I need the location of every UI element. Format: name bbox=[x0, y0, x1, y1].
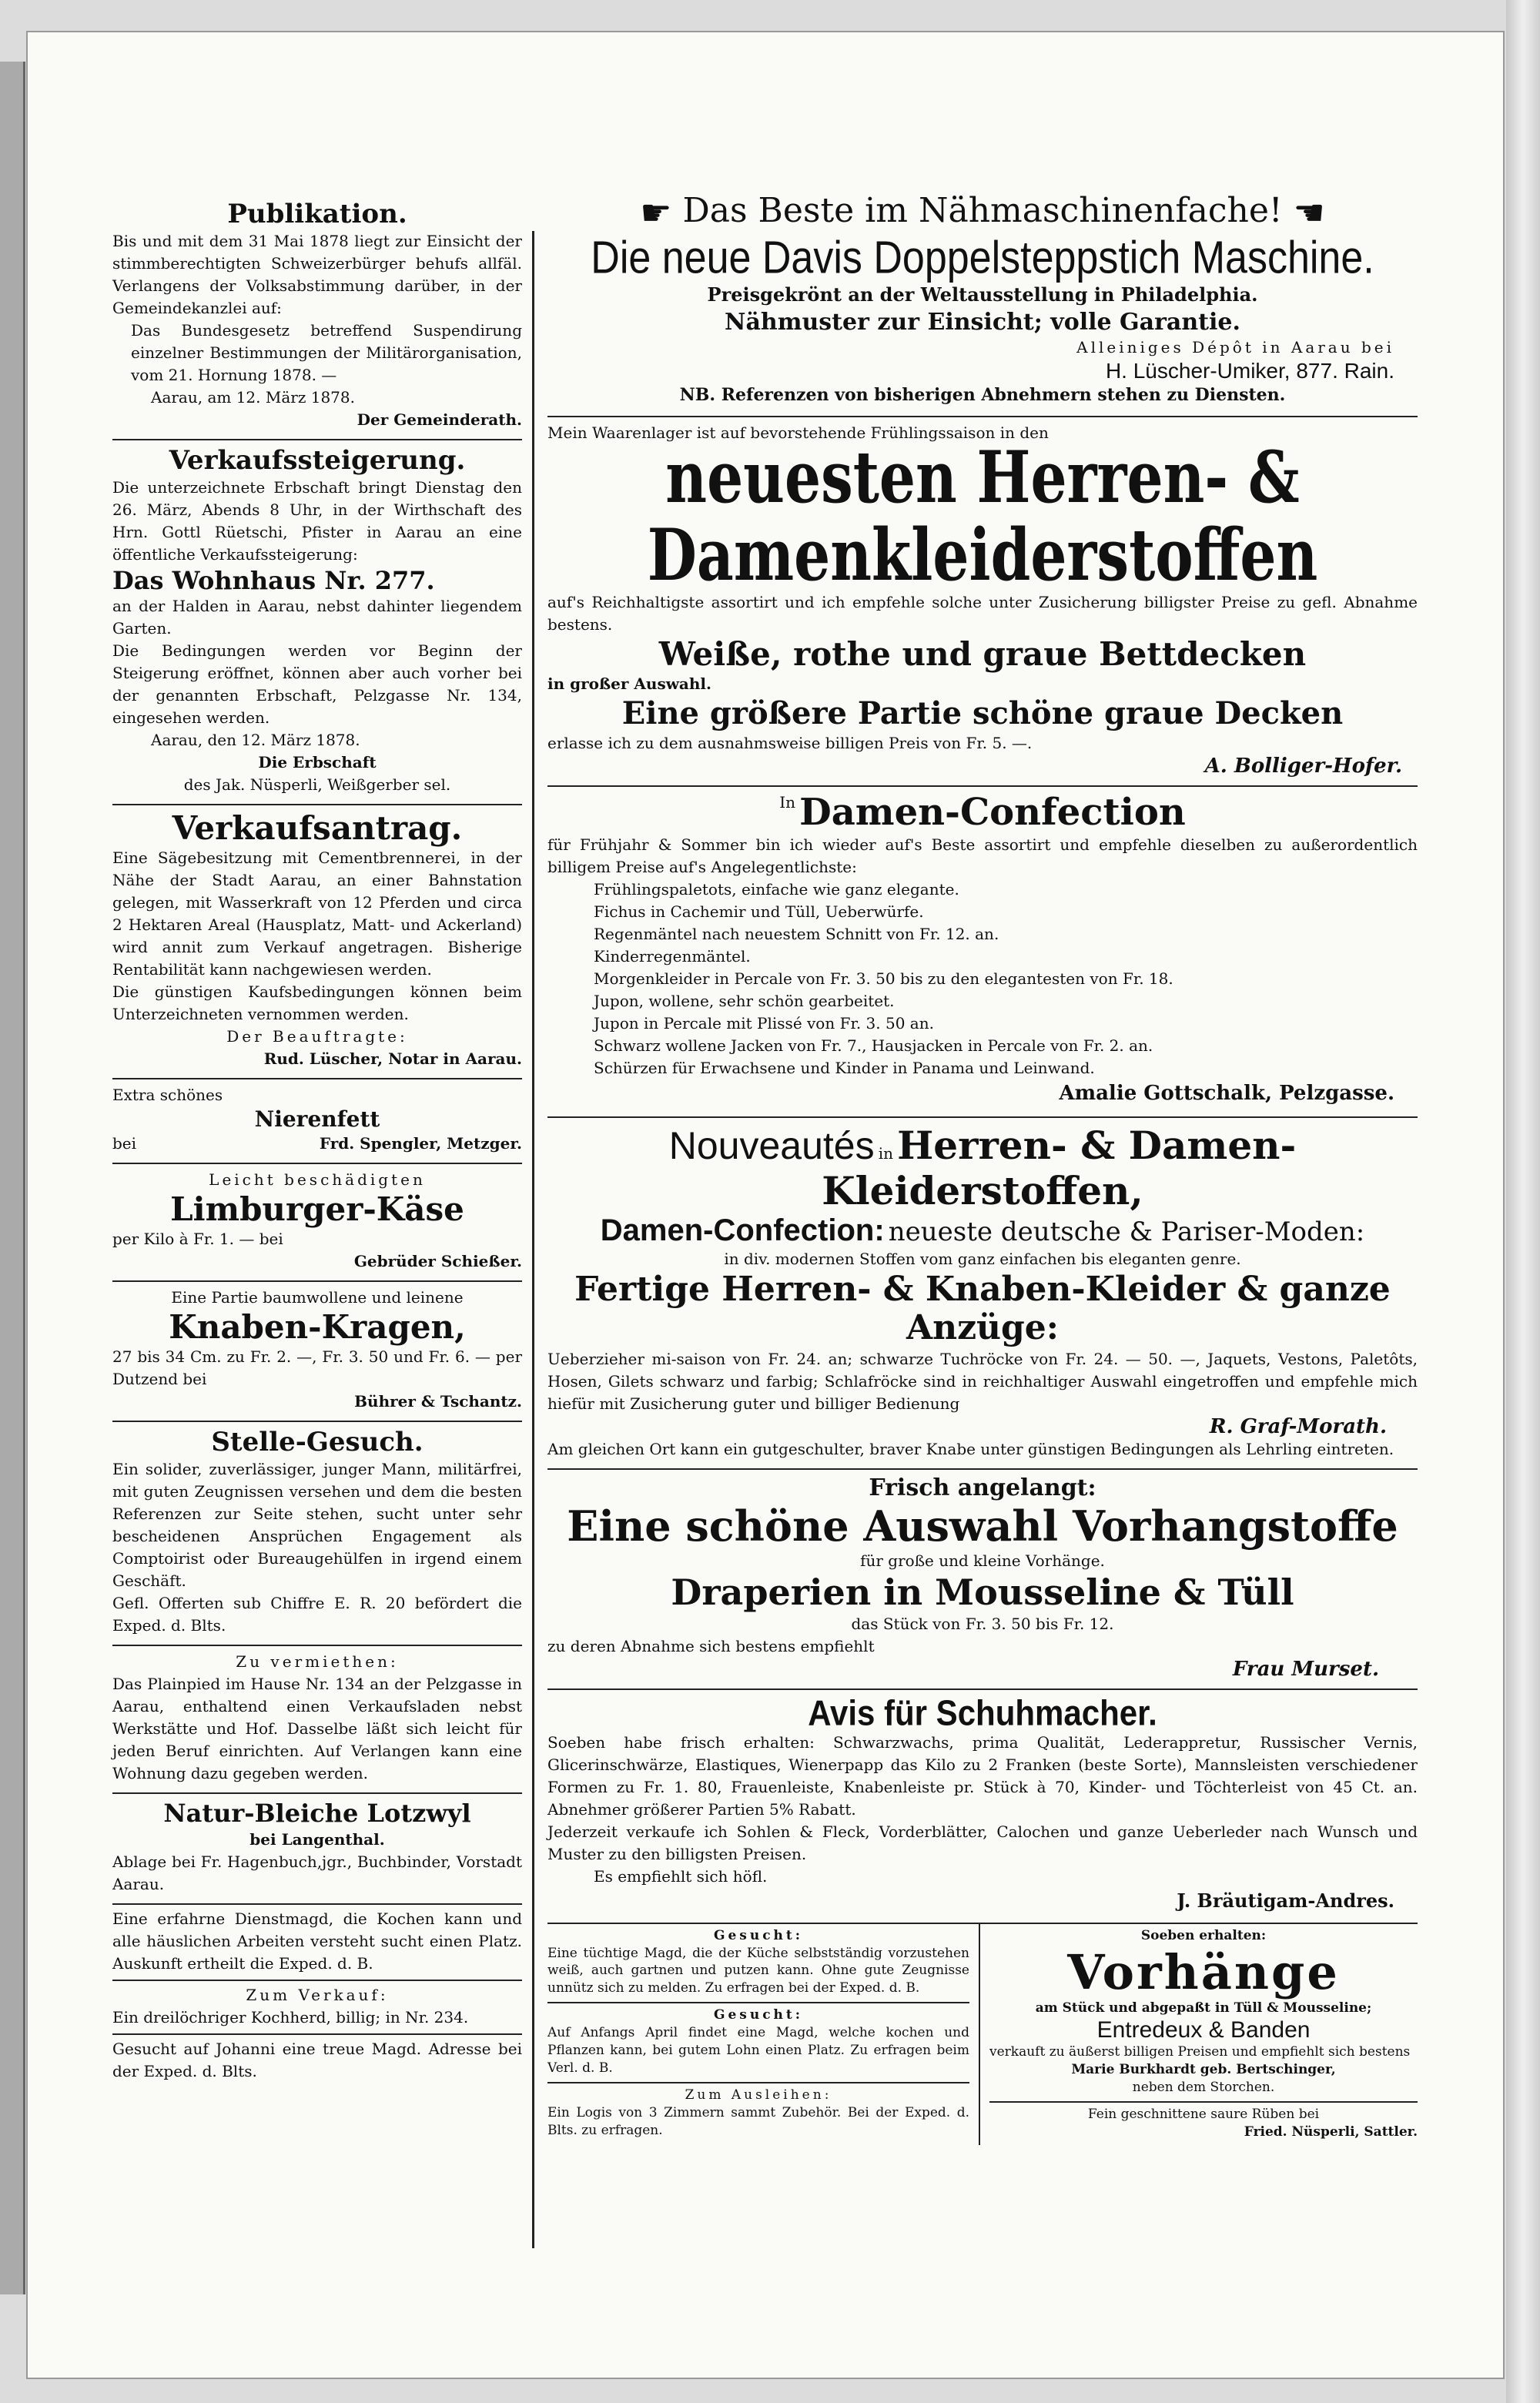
ad-text: Die günstigen Kaufsbedingungen können beim Unterzeichneten vernommen werden. bbox=[112, 982, 522, 1024]
signature: Amalie Gottschalk, Pelzgasse. bbox=[1059, 1082, 1394, 1106]
ad-text: Nähmuster zur Einsicht; volle Garantie. bbox=[725, 309, 1240, 336]
ad-subtitle: bei Langenthal. bbox=[249, 1829, 385, 1849]
signature: R. Graf-Morath. bbox=[1209, 1414, 1387, 1438]
ad-dienstmagd bbox=[112, 1905, 522, 1981]
ad-title: Draperien in Mousseline & Tüll bbox=[671, 1571, 1294, 1613]
ad-text: Eine erfahrne Dienstmagd, die Kochen kann und alle häuslichen Arbeiten versteht sucht einen Platz. Auskunft ertheilt die Exped. d. B. bbox=[112, 1909, 522, 1973]
ad-text: Preisgekrönt an der Weltausstellung in Philadelphia. bbox=[707, 283, 1258, 306]
ad-title: Weiße, rothe und graue Bettdecken bbox=[658, 634, 1307, 673]
ad-title: Stelle-Gesuch. bbox=[211, 1427, 424, 1458]
item-list bbox=[547, 879, 1418, 1079]
ad-title: Gesucht: bbox=[713, 1927, 804, 1943]
ad-stelle-gesuch bbox=[112, 1422, 522, 1646]
ad-title: Verkaufssteigerung. bbox=[169, 444, 466, 476]
ad-verkaufssteigerung bbox=[112, 440, 522, 805]
ad-text: Die unterzeichnete Erbschaft bringt Dienstag den 26. März, Abends 8 Uhr, in der Wirthschaft des Hrn. Gottl Rüetschi, Pfister in Aarau an eine öffentliche Verkaufssteigerung: bbox=[112, 477, 522, 564]
house-heading: Das Wohnhaus Nr. 277. bbox=[112, 565, 435, 595]
left-column bbox=[112, 194, 522, 2087]
signature: Bührer & Tschantz. bbox=[354, 1392, 522, 1411]
list-item: Frühlingspaletots, einfache wie ganz elegante. bbox=[594, 880, 959, 899]
list-item: Fichus in Cachemir und Tüll, Ueberwürfe. bbox=[594, 902, 924, 922]
ad-text: Fein geschnittene saure Rüben bei bbox=[1087, 2106, 1320, 2122]
ad-title: Fertige Herren- & Knaben-Kleider & ganze Anzüge: bbox=[574, 1269, 1391, 1348]
page-edge bbox=[1506, 0, 1540, 2403]
ad-title: Gesucht: bbox=[713, 2007, 804, 2023]
list-item: Schwarz wollene Jacken von Fr. 7., Hausjacken in Percale von Fr. 2. an. bbox=[594, 1036, 1153, 1056]
ad-subtitle: neueste deutsche & Pariser-Moden: bbox=[888, 1216, 1365, 1247]
signature: J. Bräutigam-Andres. bbox=[1177, 1889, 1394, 1912]
signature: Marie Burkhardt geb. Bertschinger, bbox=[1071, 2061, 1336, 2077]
ad-damen-confection bbox=[547, 787, 1418, 1118]
ad-text: das Stück von Fr. 3. 50 bis Fr. 12. bbox=[851, 1614, 1114, 1633]
ad-text: NB. Referenzen von bisherigen Abnehmern stehen zu Diensten. bbox=[679, 385, 1286, 406]
ad-text: erlasse ich zu dem ausnahmsweise billigen Preis von Fr. 5. —. bbox=[547, 734, 1033, 753]
signature: Fried. Nüsperli, Sattler. bbox=[1244, 2124, 1418, 2140]
ad-title: Limburger-Käse bbox=[170, 1190, 464, 1228]
ad-zum-ausleihen bbox=[547, 2083, 969, 2144]
ad-text: 27 bis 34 Cm. zu Fr. 2. —, Fr. 3. 50 und Fr. 6. — per Dutzend bei bbox=[112, 1347, 522, 1389]
ad-nouveautes bbox=[547, 1118, 1418, 1470]
ad-text: Am gleichen Ort kann ein gutgeschulter, braver Knabe unter günstigen Bedingungen als Lehrling eintreten. bbox=[547, 1439, 1394, 1458]
ad-title: Herren- & Damen-Kleiderstoffen, bbox=[822, 1123, 1297, 1214]
ad-text: Das Bundesgesetz betreffend Suspendirung einzelner Bestimmungen der Militärorganisation, vom 21. Hornung 1878. — bbox=[131, 320, 522, 384]
ad-knaben-kragen bbox=[112, 1282, 522, 1422]
ad-title: Zum Verkauf: bbox=[246, 1985, 389, 2004]
ad-text: Leicht beschädigten bbox=[209, 1170, 426, 1189]
ad-text: auf's Reichhaltigste assortirt und ich empfehle solche unter Zusicherung billigster Preise zu gefl. Abnahme bestens. bbox=[547, 592, 1418, 634]
ad-title: Natur-Bleiche Lotzwyl bbox=[163, 1799, 471, 1829]
ad-text: Mein Waarenlager ist auf bevorstehende Frühlingssaison in den bbox=[547, 423, 1049, 443]
ad-title: Eine größere Partie schöne graue Decken bbox=[621, 695, 1344, 732]
ad-text: Extra schönes bbox=[112, 1086, 223, 1105]
ad-text: Auf Anfangs April findet eine Magd, welche kochen und Pflanzen kann, bei gutem Lohn einen Platz. Zu erfragen beim Verl. d. B. bbox=[547, 2025, 969, 2077]
ad-label: Der Beauftragte: bbox=[226, 1027, 408, 1046]
column-divider bbox=[532, 231, 534, 2248]
ad-vorhaenge bbox=[989, 1924, 1418, 2103]
signature: Der Gemeinderath. bbox=[357, 410, 522, 429]
signature-line: neben dem Storchen. bbox=[1132, 2079, 1275, 2095]
ad-title: Zu vermiethen: bbox=[236, 1652, 399, 1672]
signature: Rud. Lüscher, Notar in Aarau. bbox=[263, 1049, 522, 1069]
ad-title: Entredeux & Banden bbox=[1096, 2016, 1311, 2043]
signature: Gebrüder Schießer. bbox=[353, 1252, 522, 1271]
ad-title: Eine schöne Auswahl Vorhangstoffe bbox=[567, 1501, 1398, 1551]
ad-bolliger-hofer bbox=[547, 417, 1418, 787]
ad-text: bei bbox=[112, 1133, 137, 1153]
right-column bbox=[547, 186, 1418, 2145]
signature: Frd. Spengler, Metzger. bbox=[319, 1133, 522, 1153]
ad-text: Gesucht auf Johanni eine treue Magd. Adresse bei der Exped. d. Blts. bbox=[112, 2039, 522, 2080]
ad-gesucht-magd bbox=[112, 2035, 522, 2087]
ad-text: Ein Logis von 3 Zimmern sammt Zubehör. Bei der Exped. d. Blts. zu erfragen. bbox=[547, 2105, 969, 2138]
ad-text: für Frühjahr & Sommer bin ich wieder auf's Beste assortirt und empfehle dieselben zu außerordentlich billigem Preise auf's Angelegentlichste: bbox=[547, 835, 1418, 877]
ad-text: Eine tüchtige Magd, die der Küche selbstständig vorzustehen weiß, auch gartnen und putzen kann. Ohne gute Zeugnisse unnütz sich zu melden. Zu erfragen bei der Exped. d. B. bbox=[547, 1945, 969, 1996]
ad-schuhmacher bbox=[547, 1690, 1418, 1924]
ad-limburger bbox=[112, 1164, 522, 1282]
list-item: Jupon, wollene, sehr schön gearbeitet. bbox=[594, 992, 895, 1011]
ad-text: in großer Auswahl. bbox=[547, 674, 711, 694]
ad-text: Soeben habe frisch erhalten: Schwarzwachs, prima Qualität, Lederappretur, Russischer Vernis, Glicerinschwärze, Elastiques, Wienerpapp das Kilo zu 2 Franken (beste Sorte), Mannsleisten verschiedener Formen zu Fr. 1. 80, Frauenleiste, Knabenleiste pr. Stück à 70, Kinder- und Töchterleist von 45 Ct. an. Abnehmer größerer Partien 5% Rabatt. bbox=[547, 1732, 1418, 1819]
list-item: Kinderregenmäntel. bbox=[594, 947, 751, 966]
ad-title: Die neue Davis Doppelsteppstich Maschine. bbox=[591, 232, 1374, 284]
ad-text: Es empfiehlt sich höfl. bbox=[594, 1866, 768, 1886]
place-date: Aarau, am 12. März 1878. bbox=[151, 387, 355, 407]
list-item: Morgenkleider in Percale von Fr. 3. 50 bis zu den elegantesten von Fr. 18. bbox=[594, 969, 1173, 989]
signature: Frau Murset. bbox=[1232, 1657, 1379, 1681]
ad-publikation bbox=[112, 194, 522, 440]
bottom-left-subcolumn bbox=[547, 1924, 979, 2146]
ad-title: Publikation. bbox=[227, 199, 407, 229]
list-item: Schürzen für Erwachsene und Kinder in Panama und Leinwand. bbox=[594, 1059, 1095, 1078]
list-item: Regenmäntel nach neuestem Schnitt von Fr. 12. an. bbox=[594, 925, 999, 944]
signature: Die Erbschaft bbox=[258, 752, 377, 771]
ad-title: Zum Ausleihen: bbox=[685, 2087, 832, 2103]
list-item: Jupon in Percale mit Plissé von Fr. 3. 50 an. bbox=[594, 1014, 934, 1033]
ad-text: Alleiniges Dépôt in Aarau bei bbox=[1076, 338, 1394, 357]
ad-headline: Das Beste im Nähmaschinenfache! bbox=[682, 191, 1283, 230]
ad-title: Nierenfett bbox=[254, 1106, 380, 1133]
ad-text: Die Bedingungen werden vor Beginn der Steigerung eröffnet, können aber auch vorher bei der genannten Erbschaft, Pelzgasse Nr. 134, eingesehen werden. bbox=[112, 641, 522, 727]
ad-text: verkauft zu äußerst billigen Preisen und empfiehlt sich bestens bbox=[989, 2043, 1411, 2060]
ad-title: Knaben-Kragen, bbox=[169, 1308, 466, 1347]
ad-text: Das Plainpied im Hause Nr. 134 an der Pelzgasse in Aarau, enthaltend einen Verkaufsladen nebst Werkstätte und Hof. Dasselbe läßt sich leicht für jeden Beruf einrichten. Auf Verlangen kann eine Wohnung dazu gegeben werden. bbox=[112, 1675, 522, 1783]
signature: A. Bolliger-Hofer. bbox=[1204, 755, 1402, 778]
ad-title: Verkaufsantrag. bbox=[172, 808, 463, 847]
ad-text: Ueberzieher mi-saison von Fr. 24. an; schwarze Tuchröcke von Fr. 24. — 50. —, Jaquets, Vestons, Paletôts, Hosen, Gilets schwarz und farbig; Schlafröcke sind in reichhaltiger Auswahl eingetroffen und empfehle mich hiefür mit Zusicherung guter und billiger Bedienung bbox=[547, 1349, 1418, 1413]
ad-vorhangstoffe bbox=[547, 1470, 1418, 1690]
ad-text: per Kilo à Fr. 1. — bei bbox=[112, 1230, 283, 1249]
ad-gesucht-magd-april bbox=[547, 2003, 969, 2083]
ad-title: Damen-Confection bbox=[799, 791, 1186, 835]
signature-line: des Jak. Nüsperli, Weißgerber sel. bbox=[183, 775, 451, 794]
ad-verkaufsantrag bbox=[112, 805, 522, 1079]
place-date: Aarau, den 12. März 1878. bbox=[151, 730, 360, 749]
ad-text: Bis und mit dem 31 Mai 1878 liegt zur Einsicht der stimmberechtigten Schweizerbürger behufs allfäl. Verlangens der Volksabstimmung darüber, in der Gemeindekanzlei auf: bbox=[112, 231, 522, 317]
ad-title: Avis für Schuhmacher. bbox=[808, 1692, 1157, 1733]
ad-text: am Stück und abgepaßt in Tüll & Mousseline; bbox=[1035, 2000, 1372, 2016]
ad-gesucht-kuechenmagd bbox=[547, 1924, 969, 2004]
book-spine bbox=[0, 62, 25, 2294]
bottom-right-subcolumn bbox=[980, 1924, 1418, 2146]
ad-text: Ablage bei Fr. Hagenbuch,jgr., Buchbinder, Vorstadt Aarau. bbox=[112, 1852, 522, 1893]
bottom-two-columns bbox=[547, 1924, 1418, 2146]
ad-text: für große und kleine Vorhänge. bbox=[860, 1551, 1105, 1570]
ad-headline: neuesten Herren- & Damenkleiderstoffen bbox=[647, 437, 1318, 598]
ad-nierenfett bbox=[112, 1079, 522, 1164]
ad-text: in div. modernen Stoffen vom ganz einfachen bis eleganten genre. bbox=[724, 1249, 1241, 1268]
ad-text: Ein solider, zuverlässiger, junger Mann, militärfrei, mit guten Zeugnissen versehen und dem die besten Referenzen zur Seite stehen, sucht unter sehr bescheidenen Ansprüchen Engagement als Comptoirist oder Bureaugehülfen in irgend einem Geschäft. bbox=[112, 1460, 522, 1591]
ad-text: Gefl. Offerten sub Chiffre E. R. 20 befördert die Exped. d. Blts. bbox=[112, 1594, 522, 1635]
pointing-hand-left-icon: ☚ bbox=[1293, 191, 1325, 233]
ad-text: Eine Sägebesitzung mit Cementbrennerei, in der Nähe der Stadt Aarau, an einer Bahnstation gelegen, mit Wasserkraft von 12 Pferden und circa 2 Hektaren Areal (Hausplatz, Matt- und Ackerland) wird annit zum Verkauf angetragen. Bisherige Rentabilität kann nachgewiesen werden. bbox=[112, 848, 522, 979]
ad-title: Nouveautés bbox=[668, 1124, 875, 1168]
newspaper-page bbox=[26, 31, 1505, 2379]
ad-text: Eine Partie baumwollene und leinene bbox=[171, 1288, 464, 1307]
ad-vermiethen bbox=[112, 1646, 522, 1794]
ad-text: an der Halden in Aarau, nebst dahinter liegendem Garten. bbox=[112, 596, 522, 638]
ad-zum-verkauf bbox=[112, 1981, 522, 2035]
ad-text: Soeben erhalten: bbox=[1140, 1927, 1267, 1943]
pointing-hand-right-icon: ☛ bbox=[640, 191, 672, 233]
ad-prefix: In bbox=[779, 793, 795, 812]
ad-text: zu deren Abnahme sich bestens empfiehlt bbox=[547, 1636, 875, 1655]
ad-title: in bbox=[878, 1144, 893, 1163]
ad-text: Jederzeit verkaufe ich Sohlen & Fleck, Vorderblätter, Calochen und ganze Ueberleder nach Wunsch und Muster zu den billigsten Preisen. bbox=[547, 1822, 1418, 1863]
ad-text: Ein dreilöchriger Kochherd, billig; in Nr. 234. bbox=[112, 2007, 469, 2026]
ad-subtitle: Damen-Confection: bbox=[600, 1213, 885, 1247]
ad-natur-bleiche bbox=[112, 1794, 522, 1904]
ad-davis-naehmaschine bbox=[547, 186, 1418, 417]
ad-title: Vorhänge bbox=[1067, 1943, 1340, 2000]
ad-text: Frisch angelangt: bbox=[869, 1474, 1096, 1501]
ad-rueben bbox=[989, 2103, 1418, 2146]
signature: H. Lüscher-Umiker, 877. Rain. bbox=[1105, 359, 1394, 383]
